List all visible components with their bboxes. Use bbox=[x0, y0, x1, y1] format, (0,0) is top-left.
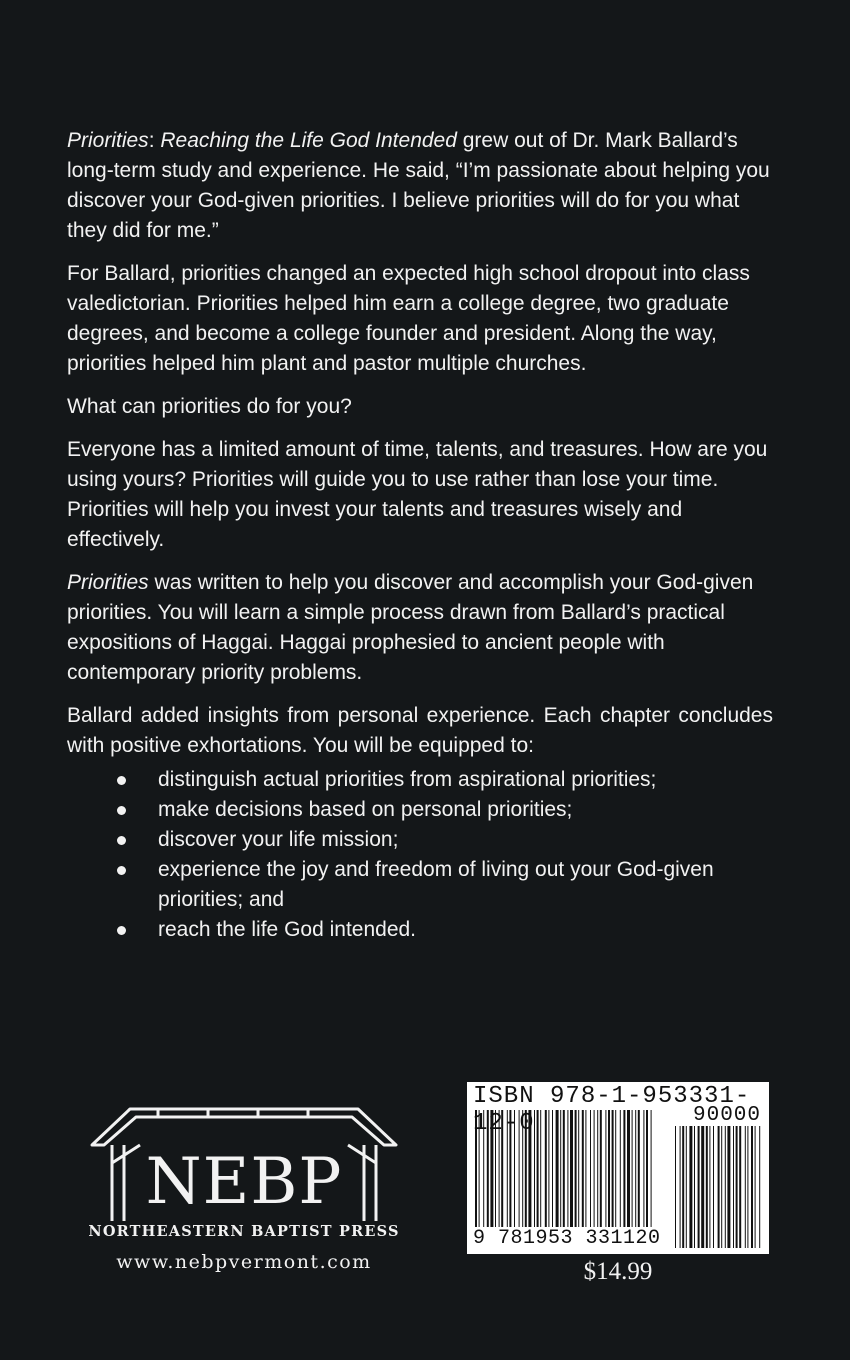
bullet-icon bbox=[117, 926, 126, 935]
back-cover-blurb bbox=[67, 126, 773, 945]
blurb-paragraph-6: Ballard added insights from personal experience. Each chapter concludes with positive exhortations. You will be equipped to: bbox=[67, 704, 773, 757]
blurb-paragraph-2: For Ballard, priorities changed an expected high school dropout into class valedictorian. Priorities helped him earn a college degree, two graduate degrees, and become a college founder and president. Along the way, priorities helped him plant and pastor multiple churches. bbox=[67, 262, 750, 375]
publisher-name: NORTHEASTERN BAPTIST PRESS bbox=[88, 1223, 400, 1240]
list-item: reach the life God intended. bbox=[67, 915, 773, 945]
list-item: discover your life mission; bbox=[67, 825, 773, 855]
blurb-paragraph-5: Priorities was written to help you discover and accomplish your God-given priorities. You will learn a simple process drawn from Ballard’s practical expositions of Haggai. Haggai prophesied to ancient people with contemporary priority problems. bbox=[67, 571, 754, 684]
isbn-label: ISBN 978-1-953331-12-0 bbox=[473, 1083, 751, 1137]
blurb-paragraph-3: What can priorities do for you? bbox=[67, 395, 352, 418]
list-item: experience the joy and freedom of living out your God-given priorities; and bbox=[67, 855, 773, 915]
isbn-barcode bbox=[467, 1082, 769, 1254]
list-item: distinguish actual priorities from aspirational priorities; bbox=[67, 765, 773, 795]
blurb-paragraph-4: Everyone has a limited amount of time, talents, and treasures. How are you using yours? Priorities will guide you to use rather than lose your time. Priorities will help you invest your talents and treasures wisely and effectively. bbox=[67, 438, 768, 551]
equipped-list bbox=[67, 765, 773, 945]
book-title-inline: Priorities bbox=[67, 571, 149, 594]
bullet-icon bbox=[117, 776, 126, 785]
bullet-icon bbox=[117, 866, 126, 875]
blurb-paragraph-1: Priorities: Reaching the Life God Intended grew out of Dr. Mark Ballard’s long-term study and experience. He said, “I’m passionate about helping you discover your God-given priorities. I believe priorities will do for you what they did for me.” bbox=[67, 129, 770, 242]
ean-digits: 9 781953 331120 bbox=[473, 1227, 661, 1250]
publisher-url: www.nebpvermont.com bbox=[116, 1251, 372, 1273]
book-title: Priorities bbox=[67, 129, 149, 152]
price: $14.99 bbox=[583, 1258, 653, 1285]
publisher-mark: NEBP bbox=[145, 1145, 343, 1219]
bullet-icon bbox=[117, 806, 126, 815]
addon-digits: 90000 bbox=[692, 1104, 761, 1127]
list-item: make decisions based on personal priorities; bbox=[67, 795, 773, 825]
bullet-icon bbox=[117, 836, 126, 845]
publisher-logo bbox=[88, 1105, 400, 1273]
book-subtitle: Reaching the Life God Intended bbox=[160, 129, 457, 152]
